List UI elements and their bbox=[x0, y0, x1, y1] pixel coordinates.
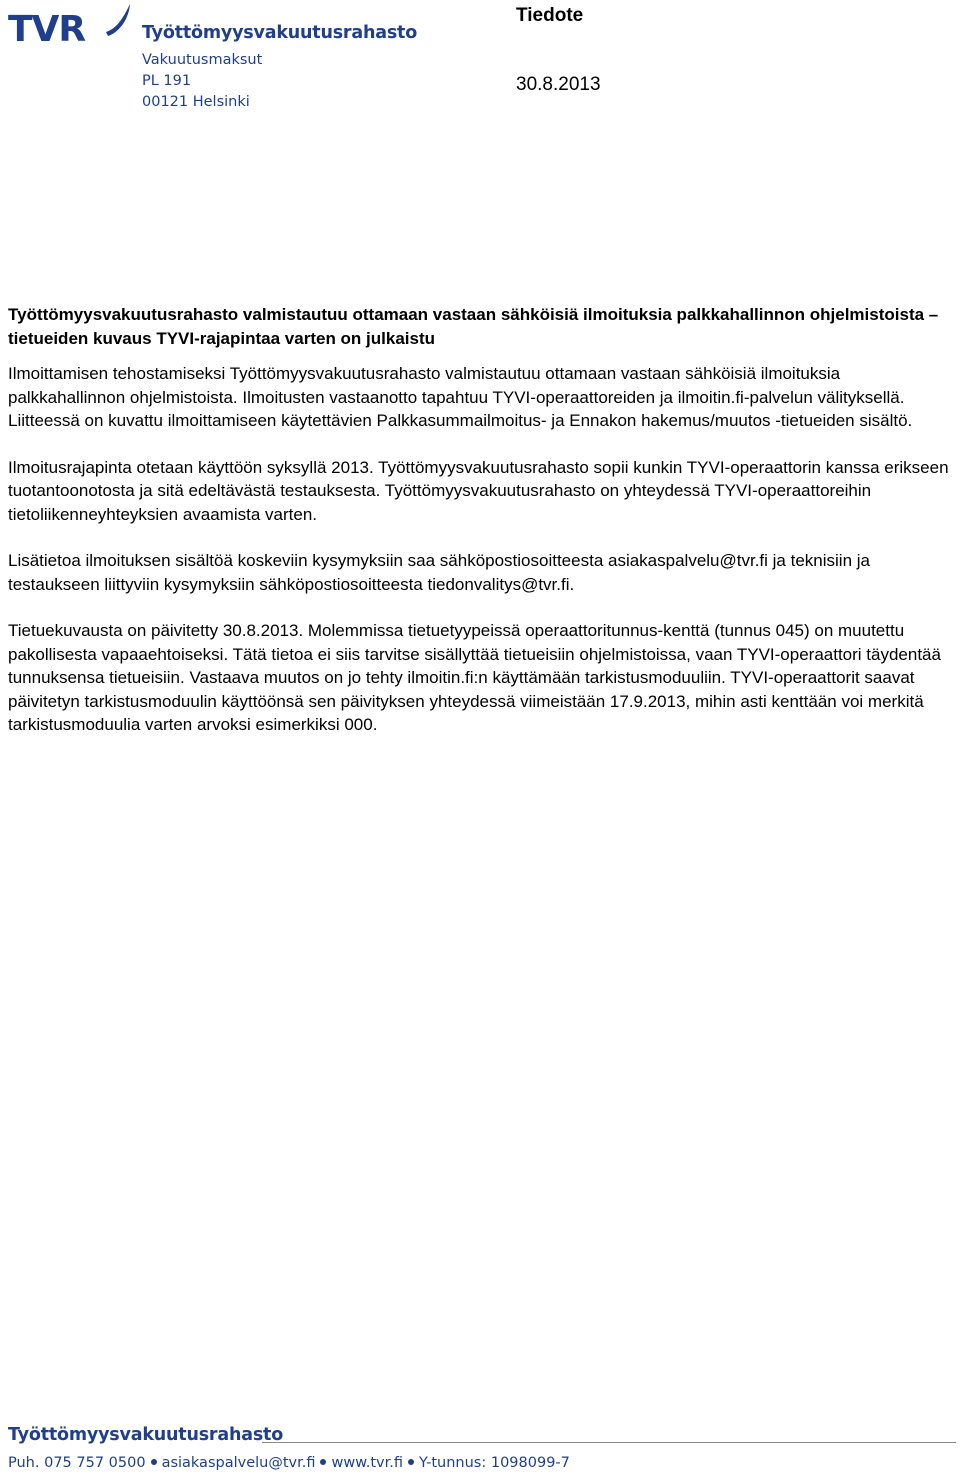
paragraph-schedule: Ilmoitusrajapinta otetaan käyttöön syksyllä 2013. Työttömyysvakuutusrahasto sopii kunkin TYVI-operaattorin kanssa erikseen tuotantoonotosta ja sitä edeltävästä testauksesta. Työttömyysvakuutusrahasto on yhteydessä TYVI-operaattoreihin tietoliikenneyhteyksien avaamista varten. bbox=[8, 457, 949, 524]
address-line-pobox: PL 191 bbox=[142, 73, 192, 89]
logo-wave-icon bbox=[106, 4, 130, 36]
address-line-city: 00121 Helsinki bbox=[142, 94, 250, 110]
document-body bbox=[8, 303, 956, 760]
footer bbox=[8, 1425, 956, 1477]
footer-website[interactable]: www.tvr.fi bbox=[331, 1455, 403, 1471]
footer-email[interactable]: asiakaspalvelu@tvr.fi bbox=[161, 1455, 316, 1471]
header-logo-block bbox=[8, 2, 418, 112]
footer-contacts bbox=[8, 1455, 570, 1471]
paragraph-update: Tietuekuvausta on päivitetty 30.8.2013. Molemmissa tietuetyypeissä operaattoritunnus-kenttä (tunnus 045) on muutettu pakollisesta vapaaehtoiseksi. Tätä tietoa ei siis tarvitse sisällyttää tietueisiin ohjelmistoissa, vaan TYVI-operaattori täydentää tunnuksensa tietueisiin. Vastaava muutos on jo tehty ilmoitin.fi:n käyttämään tarkistusmoduuliin. TYVI-operaattorit saavat päivitetyn tarkistusmoduulin käyttöönsä sen päivityksen yhteydessä viimeistään 17.9.2013, mihin asti kenttään voi merkitä tarkistusmoduulia varten arvoksi esimerkiksi 000. bbox=[8, 621, 941, 734]
document-type: Tiedote bbox=[516, 5, 584, 26]
org-name: Työttömyysvakuutusrahasto bbox=[142, 23, 418, 43]
paragraph-contacts: Lisätietoa ilmoituksen sisältöä koskeviin kysymyksiin saa sähköpostiosoitteesta asiakaspalvelu@tvr.fi ja teknisiin ja testaukseen liittyviin kysymyksiin sähköpostiosoitteesta tiedonvalitys@tvr.fi. bbox=[8, 551, 870, 594]
footer-phone: Puh. 075 757 0500 bbox=[8, 1455, 146, 1471]
document-date: 30.8.2013 bbox=[516, 74, 601, 95]
footer-org-name: Työttömyysvakuutusrahasto bbox=[8, 1425, 284, 1445]
bullet-dot-icon bbox=[320, 1459, 326, 1465]
paragraph-intro: Ilmoittamisen tehostamiseksi Työttömyysvakuutusrahasto valmistautuu ottamaan vastaan sähköisiä ilmoituksia palkkahallinnon ohjelmistoista. Ilmoitusten vastaanotto tapahtuu TYVI-operaattoreiden ja ilmoitin.fi-palvelun välityksellä. Liitteessä on kuvattu ilmoittamiseen käytettävien Palkkasummailmoitus- ja Ennakon hakemus/muutos -tietueiden sisältö. bbox=[8, 364, 913, 430]
logo-text: TVR bbox=[8, 9, 86, 50]
footer-divider bbox=[262, 1442, 956, 1443]
address-line-department: Vakuutusmaksut bbox=[142, 52, 263, 68]
tvr-logo-icon bbox=[8, 2, 136, 50]
bullet-dot-icon bbox=[408, 1459, 414, 1465]
footer-business-id: Y-tunnus: 1098099-7 bbox=[418, 1455, 570, 1471]
bullet-dot-icon bbox=[151, 1459, 157, 1465]
headline: Työttömyysvakuutusrahasto valmistautuu ottamaan vastaan sähköisiä ilmoituksia palkkahallinnon ohjelmistoista – tietueiden kuvaus TYVI-rajapintaa varten on julkaistu bbox=[8, 305, 939, 348]
